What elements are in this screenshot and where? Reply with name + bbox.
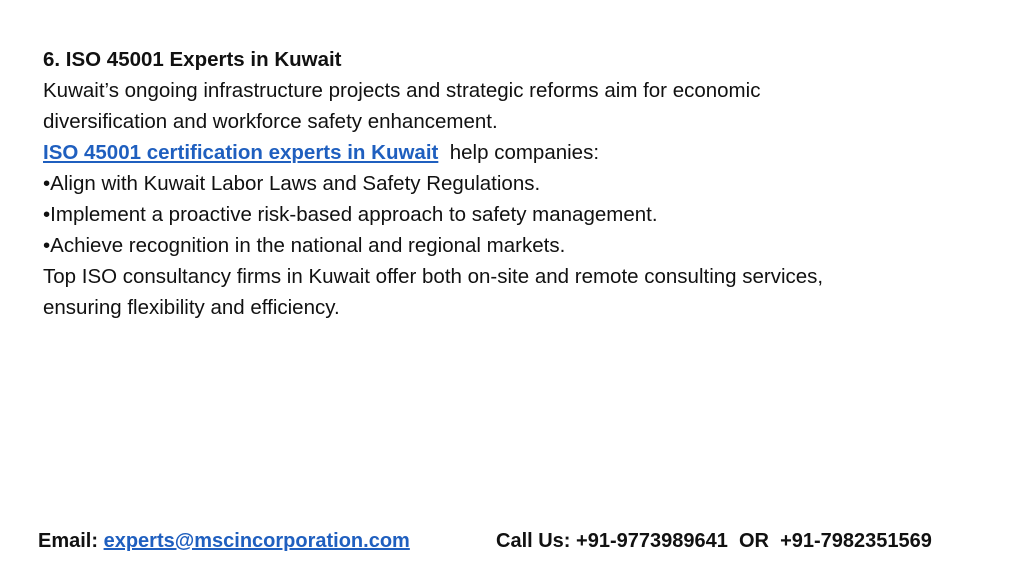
- bullet-item: •Implement a proactive risk-based approach to safety management.: [43, 203, 658, 226]
- email-link[interactable]: experts@mscincorporation.com: [103, 530, 410, 552]
- bullet-item: •Align with Kuwait Labor Laws and Safety Regulations.: [43, 172, 541, 195]
- contact-footer: [38, 530, 998, 553]
- bullet-item: •Achieve recognition in the national and regional markets.: [43, 234, 566, 257]
- intro-line-1: Kuwait’s ongoing infrastructure projects and strategic reforms aim for economic: [43, 79, 761, 102]
- slide-content: [43, 44, 1003, 323]
- link-line: [43, 137, 1003, 168]
- closing-line-2: ensuring flexibility and efficiency.: [43, 296, 340, 319]
- slide-heading: 6. ISO 45001 Experts in Kuwait: [43, 48, 342, 71]
- intro-line-2: diversification and workforce safety enhancement.: [43, 110, 498, 133]
- email-label: Email:: [38, 530, 104, 552]
- email-contact: [38, 530, 410, 553]
- iso-certification-link[interactable]: ISO 45001 certification experts in Kuwait: [43, 141, 439, 164]
- link-suffix-text: help companies:: [438, 141, 600, 164]
- closing-line-1: Top ISO consultancy firms in Kuwait offer both on-site and remote consulting services,: [43, 265, 824, 288]
- phone-contact: Call Us: +91-9773989641 OR +91-7982351569: [496, 530, 932, 552]
